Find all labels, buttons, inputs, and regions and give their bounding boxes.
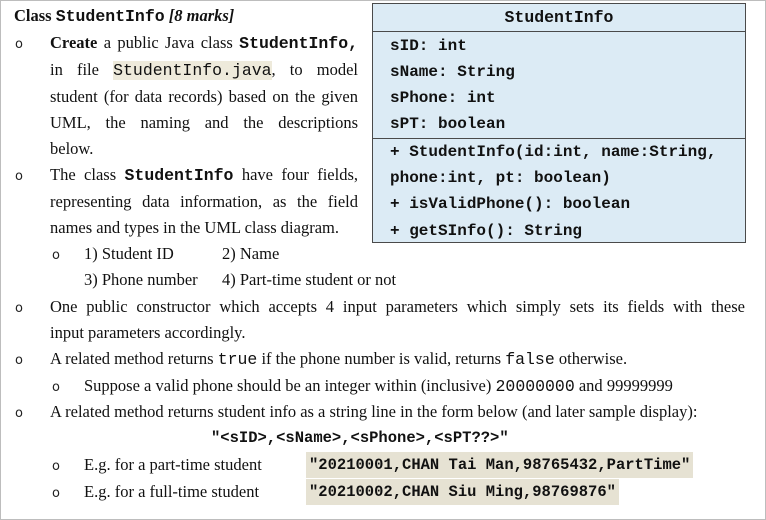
item2-line1: The class StudentInfo have four fields, — [50, 165, 359, 185]
bullet: o — [15, 353, 23, 368]
item1-line5: below. — [50, 139, 94, 158]
field-item: 4) Part-time student or not — [222, 270, 397, 289]
uml-field: sPT: boolean — [390, 115, 506, 133]
heading-class-word: Class — [14, 6, 56, 25]
bullet: o — [52, 380, 60, 395]
item3-line2: input parameters accordingly. — [50, 323, 246, 342]
field-item: 2) Name — [222, 244, 280, 263]
format-string: "<sID>,<sName>,<sPhone>,<sPT??>" — [211, 429, 509, 447]
uml-fields — [373, 32, 745, 139]
bullet: o — [15, 301, 23, 316]
item2-line2: representing data information, as the field — [50, 192, 358, 211]
bullet: o — [52, 486, 60, 501]
example-label: E.g. for a full-time student — [84, 482, 260, 501]
uml-field: sID: int — [390, 37, 467, 55]
heading-class-name: StudentInfo — [55, 7, 165, 26]
bullet: o — [52, 248, 60, 263]
bullet: o — [15, 37, 23, 52]
uml-class-name: StudentInfo — [373, 4, 745, 32]
file-name: StudentInfo.java — [113, 61, 272, 80]
field-item: 3) Phone number — [84, 270, 198, 289]
uml-class-diagram — [372, 3, 746, 243]
item1-line1: Create a public Java class StudentInfo, — [50, 33, 358, 53]
bullet: o — [15, 406, 23, 421]
example-label: E.g. for a part-time student — [84, 455, 262, 474]
item3-line1: One public constructor which accepts 4 input parameters which simply sets its fields with these — [50, 297, 745, 316]
bullet: o — [52, 459, 60, 474]
example-value: "20210001,CHAN Tai Man,98765432,PartTime" — [306, 452, 693, 478]
uml-method: + isValidPhone(): boolean — [390, 195, 631, 213]
item2-line3: names and types in the UML class diagram. — [50, 218, 339, 237]
item4-line1: A related method returns true if the phone number is valid, returns false otherwise. — [50, 349, 628, 369]
item1-line4: UML, the naming and the descriptions — [50, 113, 358, 132]
field-item: 1) Student ID — [84, 244, 174, 263]
uml-method: + getSInfo(): String — [390, 222, 583, 240]
heading-marks: [8 marks] — [168, 6, 235, 25]
item1-line2: in file StudentInfo.java, to model — [50, 60, 359, 80]
uml-method: + StudentInfo(id:int, name:String, — [390, 143, 717, 161]
item4-line2: Suppose a valid phone should be an integer within (inclusive) 20000000 and 99999999 — [84, 376, 673, 396]
item1-line3: student (for data records) based on the given — [50, 87, 358, 106]
uml-field: sName: String — [390, 63, 515, 81]
item5-line1: A related method returns student info as a string line in the form below (and later sample display): — [50, 402, 698, 421]
uml-method: phone:int, pt: boolean) — [390, 169, 611, 187]
bullet: o — [15, 169, 23, 184]
section-heading — [14, 6, 234, 26]
uml-field: sPhone: int — [390, 89, 496, 107]
example-value: "20210002,CHAN Siu Ming,98769876" — [306, 479, 619, 505]
